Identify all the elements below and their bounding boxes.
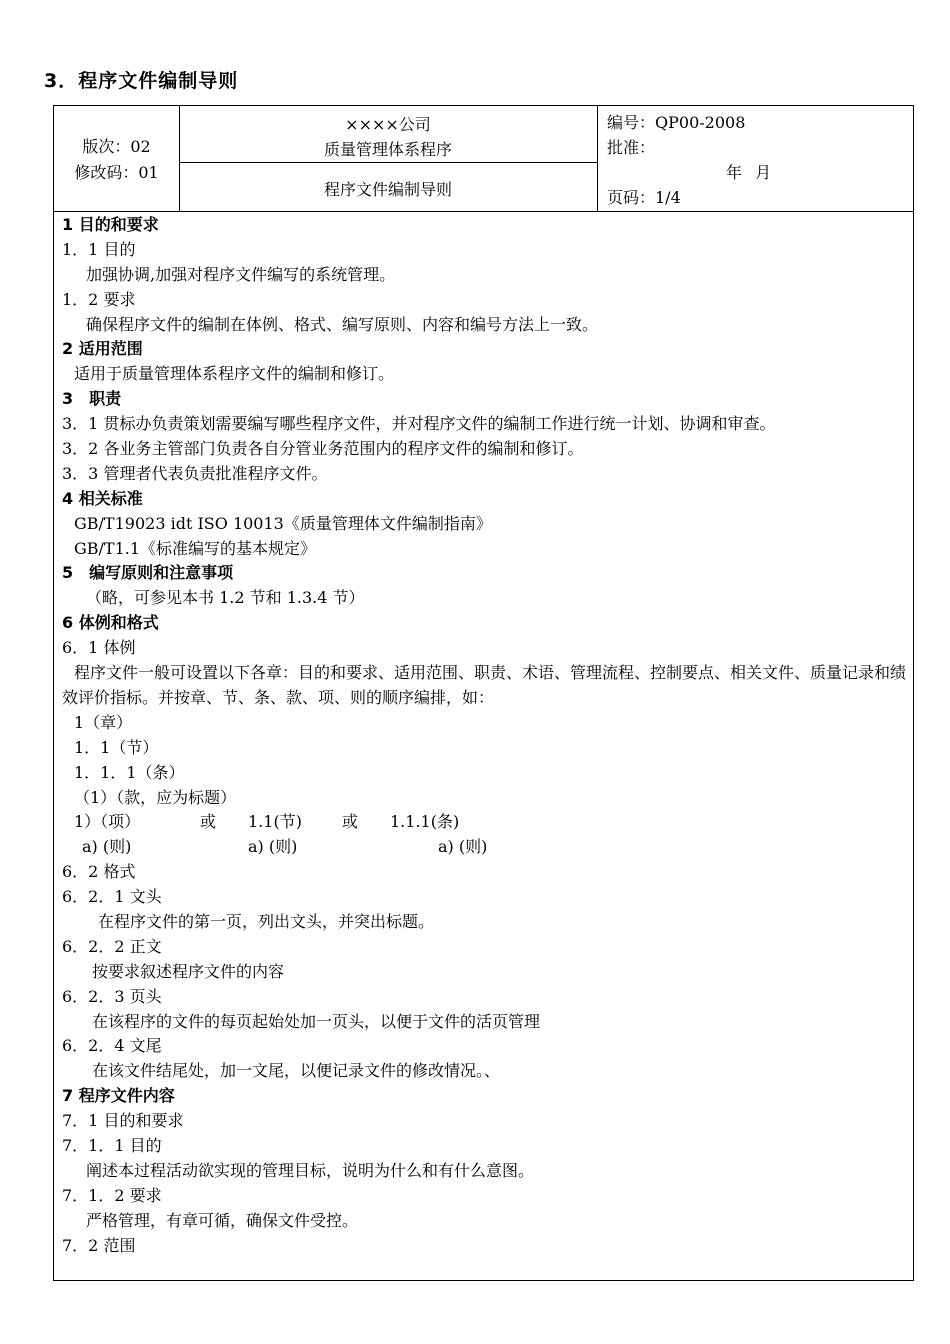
section-heading: 1 目的和要求 (62, 215, 159, 234)
paragraph: 严格管理，有章可循，确保文件受控。 (86, 1210, 359, 1230)
paragraph: 程序文件一般可设置以下各章：目的和要求、适用范围、职责、术语、管理流程、控制要点、相关文件、质量记录和绩效评价指标。并按章、节、条、款、项、则的顺序编排，如： (62, 663, 907, 707)
section-heading: 3 职责 (62, 389, 122, 409)
example-item: 1.1.1(条) (390, 812, 460, 832)
paragraph: 确保程序文件的编制在体例、格式、编写原则、内容和编号方法上一致。 (86, 314, 599, 334)
standard-reference: GB/T19023 idt ISO 10013《质量管理体文件编制指南》 (74, 513, 492, 533)
paragraph: 3．1 贯标办负责策划需要编写哪些程序文件，并对程序文件的编制工作进行统一计划、协调和审查。 (62, 414, 776, 434)
subsection-heading: 6．2．3 页头 (62, 986, 162, 1006)
subsection-heading: 1．2 要求 (62, 289, 136, 309)
subsection-heading: 1．1 目的 (62, 239, 136, 259)
header-divider-3 (179, 162, 597, 163)
section-heading: 2 适用范围 (62, 339, 143, 359)
example-item: a) (则) (438, 837, 488, 857)
paragraph: 在该程序的文件的每页起始处加一页头，以便于文件的活页管理 (92, 1011, 541, 1031)
header-divider-2 (597, 106, 598, 211)
example-line: （1）（款，应为标题） (74, 787, 237, 807)
subsection-heading: 6．1 体例 (62, 638, 136, 658)
document-title: 3．程序文件编制导则 (44, 70, 239, 92)
example-item: 或 (200, 812, 217, 832)
subsection-heading: 6．2 格式 (62, 862, 136, 882)
paragraph: 在程序文件的第一页，列出文头，并突出标题。 (98, 911, 435, 931)
system-name: 质量管理体系程序 (323, 140, 452, 159)
example-line: 1．1（节） (74, 737, 159, 757)
revision-label: 修改码：01 (74, 163, 159, 182)
example-item: 或 (342, 812, 359, 832)
version-label: 版次：02 (82, 137, 151, 156)
paragraph: 在该文件结尾处，加一文尾，以便记录文件的修改情况。、 (92, 1061, 501, 1081)
subsection-heading: 7．1．1 目的 (62, 1136, 162, 1155)
paragraph: 适用于质量管理体系程序文件的编制和修订。 (74, 364, 395, 384)
example-item: 1）（项） (74, 812, 141, 832)
section-heading: 5 编写原则和注意事项 (62, 563, 234, 583)
paragraph: 3．2 各业务主管部门负责各自分管业务范围内的程序文件的编制和修订。 (62, 439, 584, 459)
subsection-heading: 6．2．1 文头 (62, 887, 162, 907)
subsection-heading: 7．1．2 要求 (62, 1185, 162, 1205)
document-body (62, 213, 907, 1258)
paragraph: 3．3 管理者代表负责批准程序文件。 (62, 463, 328, 483)
example-item: a) (则) (82, 837, 132, 857)
example-item: a) (则) (248, 837, 298, 857)
page-number: 页码：1/4 (607, 188, 681, 207)
subsection-heading: 7．1 目的和要求 (62, 1111, 184, 1131)
approval-date: 年 月 (726, 163, 776, 182)
section-heading: 4 相关标准 (62, 488, 143, 508)
paragraph: 阐述本过程活动欲实现的管理目标，说明为什么和有什么意图。 (86, 1160, 535, 1180)
paragraph: （略，可参见本书 1.2 节和 1.3.4 节） (86, 588, 365, 608)
subsection-heading: 6．2．2 正文 (62, 936, 162, 956)
company-name: ××××公司 (345, 115, 431, 134)
section-heading: 7 程序文件内容 (62, 1086, 175, 1106)
example-item: 1.1(节) (248, 812, 302, 832)
paragraph: 按要求叙述程序文件的内容 (92, 961, 285, 981)
header-table (54, 106, 913, 212)
example-line: 1（章） (74, 712, 133, 732)
example-line (62, 810, 907, 835)
subsection-heading: 6．2．4 文尾 (62, 1036, 162, 1056)
example-line: 1．1．1（条） (74, 762, 185, 782)
section-heading: 6 体例和格式 (62, 613, 159, 633)
subsection-heading: 7．2 范围 (62, 1235, 136, 1255)
approval-label: 批准： (607, 138, 656, 157)
standard-reference: GB/T1.1《标准编写的基本规定》 (74, 538, 317, 558)
document-number: 编号：QP00-2008 (607, 113, 746, 132)
procedure-name: 程序文件编制导则 (323, 180, 452, 199)
paragraph: 加强协调,加强对程序文件编写的系统管理。 (86, 264, 396, 284)
document-frame (53, 105, 914, 1281)
example-line (62, 835, 907, 860)
